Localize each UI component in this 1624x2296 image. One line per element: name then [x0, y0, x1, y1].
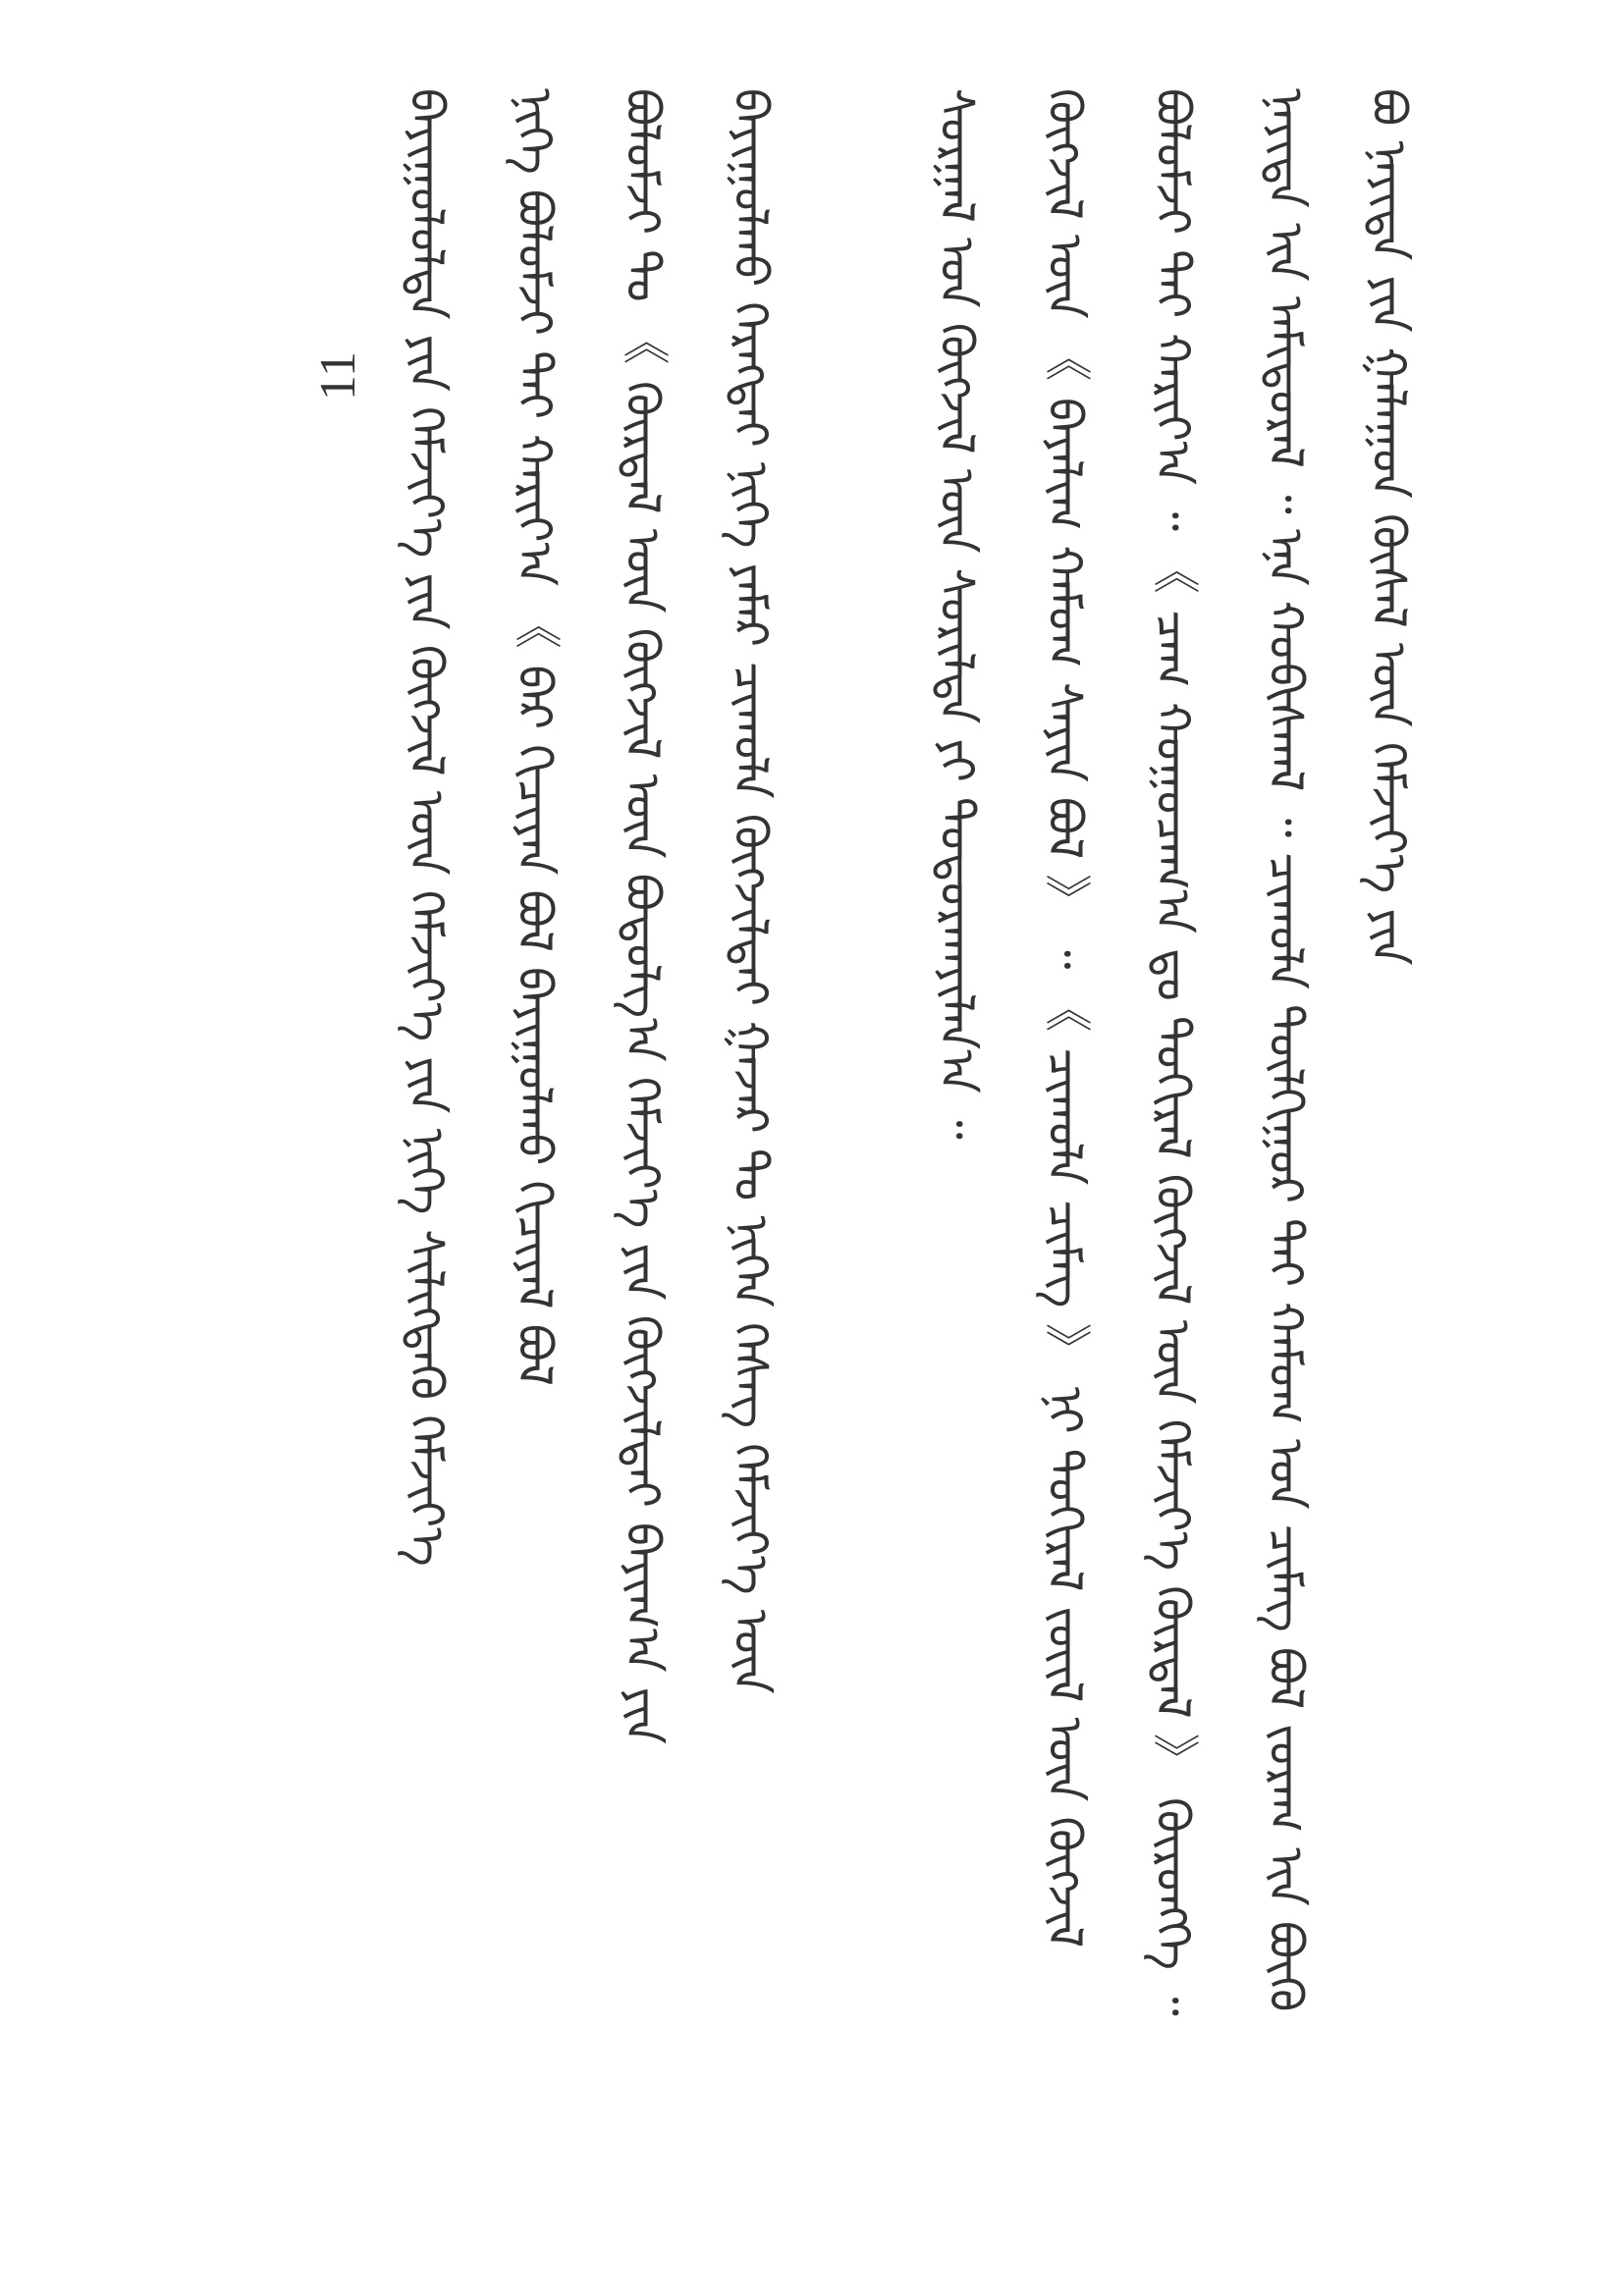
text-column-6: ᠪᠠᠶᠢᠭᠤᠯᠬᠤ ᠬᠡᠷᠡᠭᠲᠡᠢ ᠨᠢᠭᠡ ᠶᠠᠮᠠᠷ ᠴᠢᠬᠤᠯᠠ ᠬᠥᠭᠵᠢᠯᠲᠡᠢ ᠭᠠᠵᠠᠷ ᠲᠤ ᠨᠢᠭᠡᠨ ᠬᠡᠰᠡᠭ ᠬᠡᠮᠵᠢᠶ᠎ᠡ ᠦᠨ [723, 88, 778, 1694]
text-column-1: ᠪᠣ ᠨᠡᠶᠢᠲᠡ ᠶᠢᠨ ᠭᠠᠯᠠᠭᠤᠨ ᠬᠥᠰᠡᠯ ᠦᠨ ᠬᠡᠮᠵᠢᠶ᠎ᠡ ᠶᠢᠨ [1361, 88, 1416, 966]
text-column-5: ᠰᠤᠷᠭᠠᠯ ᠤᠨ ᠬᠥᠭᠵᠢᠯ ᠦᠨ ᠰᠤᠷᠢᠯᠲᠠ ᠶᠢ ᠲᠣᠳᠤᠷᠬᠠᠶᠢᠯᠠᠨ᠎ᠠ ᠃ [929, 88, 984, 1140]
text-column-7: ᠪᠣᠯᠤᠮᠵᠢ ᠲᠤ 《 ᠬᠦᠷᠲᠡᠯ ᠦᠨ ᠬᠥᠭᠵᠢᠯ ᠦᠨ ᠪᠣᠳᠣᠯᠭ᠎ᠠ ᠬᠡᠮᠵᠢᠶ᠎ᠡ ᠶᠢᠨ ᠬᠥᠭᠵᠢᠯᠲᠡᠢ ᠪᠠᠶᠢᠭ᠎ᠠ ᠶᠢᠨ [615, 88, 670, 1744]
text-column-2: ᠨᠡᠶᠢᠲᠡ ᠢᠨ ᠠᠮᠢᠳᠤᠷᠠᠯ ᠃ ᠡᠨᠡ ᠬᠤᠪᠢᠰᠬᠠᠯ ᠃ ᠴᠢᠬᠤᠯᠠ ᠲᠦᠯᠬᠢᠭᠤᠷ ᠲᠠᠢ ᠬᠠᠮᠤᠭ ᠤᠨ ᠴᠢᠮᠡᠭ ᠪᠣᠯ ᠵᠤᠷᠠᠭ ᠢᠨ ᠪᠦᠬᠦ [1258, 88, 1313, 2012]
text-block [295, 88, 1424, 2169]
text-column-3: ᠪᠣᠯᠤᠮᠵᠢ ᠲᠠᠢ ᠬᠠᠷᠢᠶ᠎ᠠ ᠃ 《 ᠴᠠᠭ ᠬᠤᠭᠤᠴᠠᠭ᠎ᠠ ᠳᠤ ᠲᠣᠬᠢᠷᠠᠯ ᠬᠥᠭᠵᠢᠯ ᠦᠨ ᠬᠡᠮᠵᠢᠶ᠎ᠡ ᠬᠦᠷᠲᠡᠯ 》 ᠬᠥᠷᠥᠩᠭᠡ ᠃ [1145, 88, 1200, 2016]
text-column-4: ᠬᠥᠭᠵᠢᠯ ᠦᠨ 《 ᠪᠠᠶᠠᠯᠢᠭ ᠬᠠᠮᠤᠭ ᠰᠠᠶᠢᠨ ᠪᠣᠯ 》 ᠃ 《 ᠴᠢᠬᠤᠯᠠ ᠴᠢᠮᠡᠭ 》 ᠨᠢ ᠲᠣᠬᠢᠷᠠᠯ ᠵᠦᠢᠯ ᠦᠨ ᠬᠥᠭᠵᠢᠯ [1037, 88, 1092, 1949]
page-number: 11 [310, 351, 366, 401]
text-column-9: ᠪᠠᠶᠢᠭᠤᠯᠤᠯᠲᠠ ᠶᠢᠨ ᠬᠡᠮᠵᠢᠶ᠎ᠡ ᠶᠢᠨ ᠬᠥᠭᠵᠢᠯ ᠦᠨ ᠬᠡᠮᠵᠢᠶ᠎ᠡ ᠶᠢᠨ ᠨᠢᠭᠡ ᠰᠢᠯᠢᠭᠳᠡᠬᠦ ᠬᠡᠮᠵᠢᠶ᠎ᠡ [399, 88, 454, 1567]
text-column-8: ᠨᠢᠭᠡ ᠪᠣᠯᠤᠮᠵᠢ ᠲᠠᠢ ᠬᠠᠷᠢᠶ᠎ᠠ 《 ᠪᠠᠷ ᠬᠢᠴᠢᠶᠡᠨ ᠪᠣᠯ ᠪᠠᠶᠢᠭᠤᠯᠬᠤ ᠬᠢᠴᠢᠶᠡᠯ ᠪᠣᠯ [507, 88, 562, 1386]
